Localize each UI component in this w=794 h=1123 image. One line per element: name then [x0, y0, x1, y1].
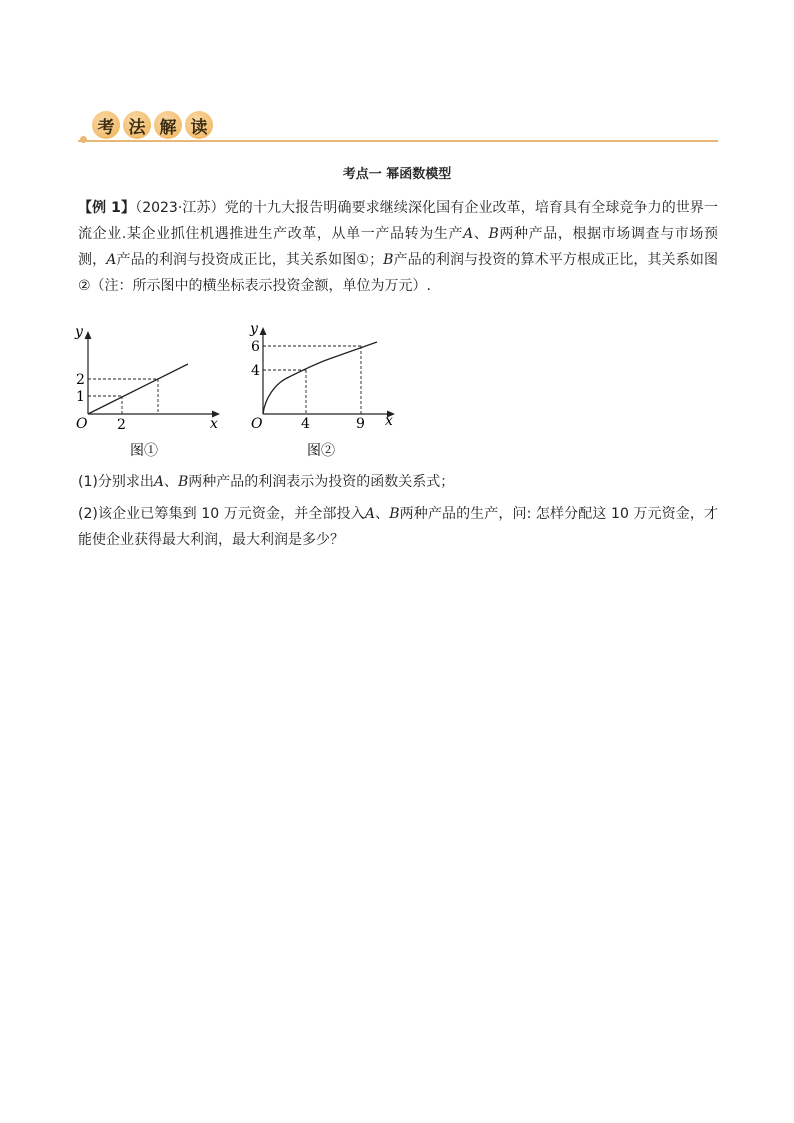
figure-caption: 图②	[307, 443, 335, 459]
y-axis-arrow	[85, 331, 92, 339]
var-b: B	[383, 252, 394, 268]
y-axis-arrow	[260, 327, 267, 335]
banner-dot	[80, 136, 87, 143]
banner-char: 读	[185, 111, 213, 139]
origin-label: O	[251, 416, 263, 432]
example-tag: 【例 1】	[78, 200, 136, 216]
var-b: B	[177, 474, 189, 490]
question-number: (1)	[78, 474, 98, 490]
separator: 、	[473, 226, 489, 242]
y-tick-label: 2	[76, 372, 85, 388]
banner-char: 解	[154, 111, 182, 139]
var-a: A	[364, 506, 375, 522]
var-a: A	[106, 252, 117, 268]
y-tick-label: 6	[251, 339, 260, 355]
example-text: 产品的利润与投资的算术平方根成正比，其关系如图②（注：所示图中的横坐标表示投资金额，单位为万元）.	[78, 252, 718, 294]
x-tick-label: 2	[117, 417, 126, 433]
banner-char: 法	[123, 111, 151, 139]
section-title: 考点一 幂函数模型	[342, 167, 452, 182]
example-text: 产品的利润与投资成正比，其关系如图①；	[116, 252, 384, 268]
example-paragraph	[78, 195, 718, 299]
question-text: 该企业已筹集到 10 万元资金，并全部投入	[97, 506, 365, 522]
figure-2	[245, 322, 405, 462]
question-text: 分别求出	[97, 474, 154, 490]
x-tick-label: 9	[356, 416, 365, 432]
x-tick-label: 4	[301, 416, 310, 432]
y-tick-label: 4	[251, 363, 260, 379]
example-text: 党的十九大报告明确要求继续深化国有企业改革，培育具有全球竞争力的世界一流企业.某企业抓住机遇推进生产改革，从单一产品转为生产	[78, 200, 718, 242]
banner-char: 考	[92, 111, 120, 139]
figure-caption: 图①	[130, 443, 158, 459]
separator: 、	[163, 474, 178, 490]
var-a: A	[153, 474, 164, 490]
question-text: 两种产品的生产，问: 怎样分配这 10 万元资金，才能使企业获得最大利润，最大利润是多少？	[78, 506, 719, 548]
sqrt-curve	[263, 342, 377, 414]
y-axis-label: y	[75, 324, 83, 340]
x-axis-label: x	[210, 416, 218, 432]
y-axis-label: y	[250, 322, 258, 337]
section-banner	[78, 108, 718, 144]
var-a: A	[463, 226, 474, 242]
line-graph	[88, 364, 188, 414]
var-b: B	[488, 226, 499, 242]
example-text: 两种产品，根据市场调查与市场预测，	[78, 226, 718, 268]
var-b: B	[389, 506, 400, 522]
separator: 、	[374, 506, 390, 522]
question-2	[78, 501, 718, 553]
origin-label: O	[76, 416, 88, 432]
banner-underline	[78, 140, 718, 142]
example-source: （2023·江苏）	[135, 200, 225, 216]
x-axis-label: x	[385, 413, 393, 429]
question-number: (2)	[78, 506, 98, 522]
figure-1	[70, 322, 230, 462]
question-1	[78, 469, 718, 495]
y-tick-label: 1	[76, 389, 85, 405]
question-text: 两种产品的利润表示为投资的函数关系式；	[188, 474, 455, 490]
